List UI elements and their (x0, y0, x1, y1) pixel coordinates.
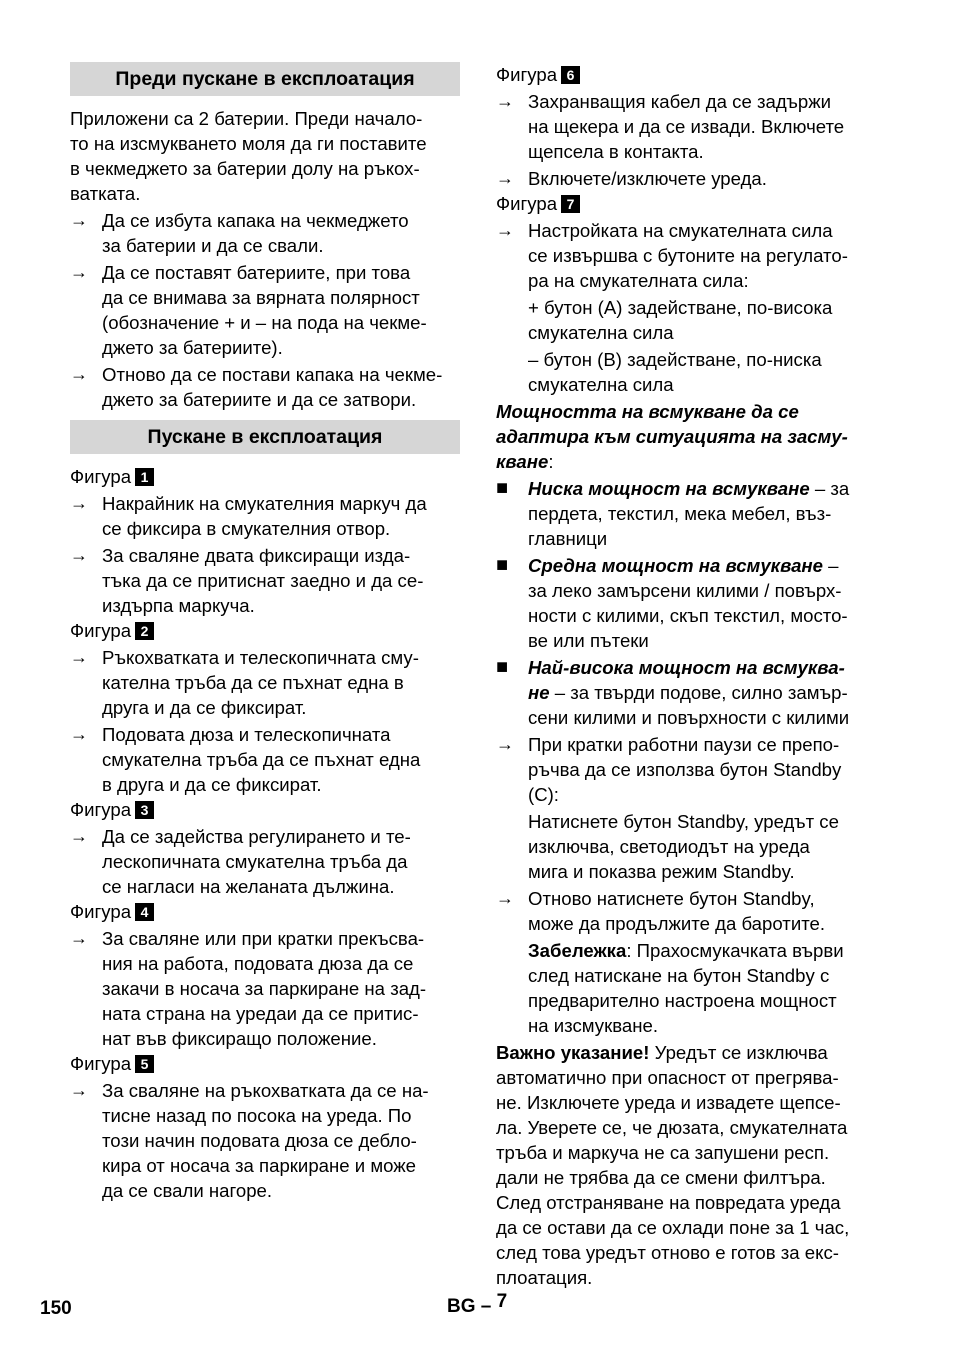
arrow-bullet-icon: → (70, 928, 88, 948)
list-item: → При кратки работни паузи се препо- ръчва да се използва бутон Standby (C): (496, 734, 842, 805)
square-bullet-icon: ■ (496, 477, 509, 499)
figure-number-badge: 4 (135, 903, 154, 921)
page-footer-lang: BG – 7 (447, 1291, 508, 1317)
left-column (70, 62, 460, 1203)
arrow-bullet-icon: → (70, 826, 88, 846)
list-item: → Захранващия кабел да се задържи на щекера и да се извади. Включете щепсела в контакта. (496, 91, 845, 162)
sub-paragraph: + бутон (A) задействане, по-висока смукателна сила (528, 297, 833, 343)
figure-section (70, 899, 460, 1051)
note-paragraph: Забележка: Прахосмукачката върви след натискане на бутон Standby с предварително настроена мощност на изсмукване. (528, 940, 844, 1036)
right-column (496, 62, 888, 1290)
battery-steps (70, 208, 460, 412)
figure-section (70, 618, 460, 797)
section-heading-startup: Пускане в експлоатация (70, 420, 460, 454)
figure-label: Фигура 3 (70, 797, 460, 822)
figure-label: Фигура 2 (70, 618, 460, 643)
list-item: → Отново да се постави капака на чекме- джето за батериите и да се затвори. (70, 364, 443, 410)
intro-paragraph: Приложени са 2 батерии. Преди начало- то на изсмукването моля да ги поставите в чекмеджето за батерии долу на ръкох- ватката. (70, 108, 427, 204)
startup-figures (70, 464, 460, 1203)
figure-number-badge: 7 (561, 195, 580, 213)
figure-section (70, 797, 460, 899)
figure-label: Фигура 5 (70, 1051, 460, 1076)
sub-paragraph: Натиснете бутон Standby, уредът се изключва, светодиодът на уреда мига и показва режим Standby. (528, 811, 839, 882)
arrow-bullet-icon: → (70, 262, 88, 282)
list-item: → Настройката на смукателната сила се извършва с бутоните на регулато- ра на смукателната сила: (496, 220, 848, 291)
figure-6-block (496, 62, 888, 191)
figure-number-badge: 1 (135, 468, 154, 486)
arrow-bullet-icon: → (496, 220, 514, 240)
square-bullet-icon: ■ (496, 554, 509, 576)
arrow-bullet-icon: → (70, 647, 88, 667)
list-item: → За сваляне или при кратки прекъсва- ния на работа, подовата дюза да се закачи в носача за паркиране на зад- ната страна на уредаи да се притис- нат във фиксиращо положение. (70, 928, 427, 1049)
list-item: → Отново натиснете бутон Standby, може да продължите да баротите. (496, 888, 826, 934)
list-item: → Ръкохватката и телескопичната сму- кателна тръба да се пъхнат една в друга и да се фиксират. (70, 647, 419, 718)
list-item: → Включете/изключете уреда. (496, 168, 767, 189)
arrow-bullet-icon: → (496, 168, 514, 188)
figure-7-block (496, 191, 888, 397)
figure-label: Фигура 4 (70, 899, 460, 924)
arrow-bullet-icon: → (496, 888, 514, 908)
arrow-bullet-icon: → (496, 91, 514, 111)
standby-block (496, 732, 888, 1038)
suction-levels-list (496, 476, 888, 730)
page-number: 150 (40, 1298, 72, 1319)
list-item: → Подовата дюза и телескопичната смукателна тръба да се пъхнат една в друга и да се фиксират. (70, 724, 421, 795)
figure-section (70, 1051, 460, 1203)
list-item: → Да се задейства регулирането и те- лескопичната смукателна тръба да се нагласи на желаната дължина. (70, 826, 411, 897)
arrow-bullet-icon: → (70, 210, 88, 230)
list-item: → За сваляне на ръкохватката да се на- тисне назад по посока на уреда. По този начин подовата дюза се дебло- кира от носача за паркиране и може да се свали нагоре. (70, 1080, 429, 1201)
figure-number-badge: 5 (135, 1055, 154, 1073)
section-heading-before-use: Преди пускане в експлоатация (70, 62, 460, 96)
arrow-bullet-icon: → (496, 734, 514, 754)
important-note: Важно указание! Уредът се изключва автоматично при опасност от прегрява- не. Изключете уреда и извадете щепсе- ла. Уверете се, че дюзата, смукателната тръба и маркуча не са запушени респ. дали не трябва да се смени филтъра. След отстраняване на повредата уреда да се остави да се охлади поне за 1 час, след това уредът отново е готов за екс- плоатация. (496, 1042, 850, 1288)
figure-number-badge: 2 (135, 622, 154, 640)
square-bullet-icon: ■ (496, 656, 509, 678)
list-item: → Да се избута капака на чекмеджето за батерии и да се свали. (70, 210, 409, 256)
list-item: → Да се поставят батериите, при това да се внимава за вярната полярност (обозначение + и – на пода на чекме- джето за батериите). (70, 262, 427, 358)
figure-number-badge: 6 (561, 66, 580, 84)
figure-number-badge: 3 (135, 801, 154, 819)
list-item: ■ Най-висока мощност на всмуква- не – за твърди подове, силно замър- сени килими и повърхности с килими (496, 656, 850, 728)
arrow-bullet-icon: → (70, 545, 88, 565)
figure-label: Фигура 6 (496, 62, 888, 87)
arrow-bullet-icon: → (70, 493, 88, 513)
list-item: ■ Средна мощност на всмукване – за леко замърсени килими / повърх- ности с килими, скъп текстил, мосто- ве или пътеки (496, 554, 848, 651)
power-intro: Мощността на всмукване да се адаптира към ситуацията на засму- кване: (496, 401, 848, 472)
list-item: ■ Ниска мощност на всмукване – за пердета, текстил, мека мебел, въз- главници (496, 477, 850, 549)
sub-paragraph: – бутон (B) задействане, по-ниска смукателна сила (528, 349, 822, 395)
arrow-bullet-icon: → (70, 724, 88, 744)
list-item: → Накрайник на смукателния маркуч да се фиксира в смукателния отвор. (70, 493, 427, 539)
list-item: → За сваляне двата фиксиращи изда- тъка да се притиснат заедно и да се- издърпа маркуча. (70, 545, 424, 616)
figure-label: Фигура 7 (496, 191, 888, 216)
figure-label: Фигура 1 (70, 464, 460, 489)
arrow-bullet-icon: → (70, 1080, 88, 1100)
arrow-bullet-icon: → (70, 364, 88, 384)
figure-section (70, 464, 460, 618)
